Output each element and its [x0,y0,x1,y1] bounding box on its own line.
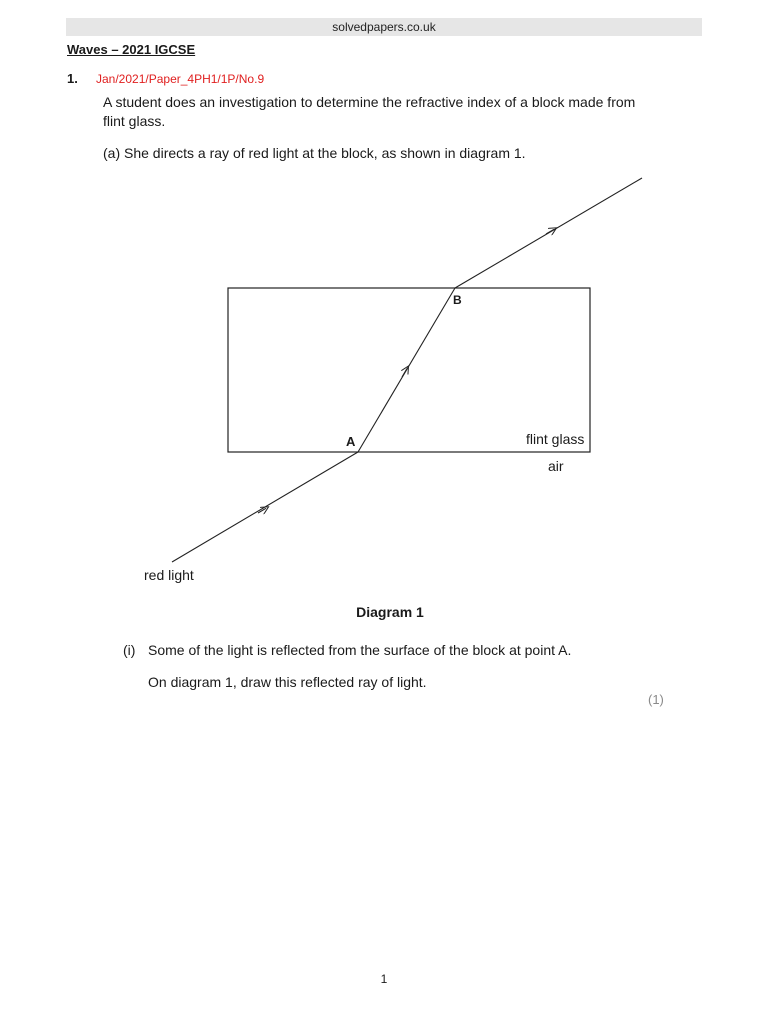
diagram-caption: Diagram 1 [356,604,424,620]
red-light-label: red light [144,567,194,583]
refracted-ray-arrow [402,369,407,378]
section-title: Waves – 2021 IGCSE [67,42,196,57]
sub-question-text: Some of the light is reflected from the surface of the block at point A. [148,642,572,658]
point-a-label: A [346,434,356,449]
question-number: 1. [67,71,78,86]
marks-allocation: (1) [648,692,664,707]
incident-ray [172,452,358,562]
sub-question-label: (i) [123,642,136,658]
emergent-ray-arrow [546,229,554,234]
site-header: solvedpapers.co.uk [66,18,702,36]
page-number: 1 [380,972,388,986]
question-reference: Jan/2021/Paper_4PH1/1P/No.9 [96,72,265,86]
flint-glass-label: flint glass [526,431,585,447]
flint-glass-block [228,288,590,452]
point-b-label: B [453,293,462,307]
part-a-text: (a) She directs a ray of red light at the block, as shown in diagram 1. [103,145,526,161]
sub-question-instruction: On diagram 1, draw this reflected ray of light. [148,674,427,690]
question-intro: A student does an investigation to determine the refractive index of a block made from flint glass. [103,94,636,129]
air-label: air [548,458,564,474]
